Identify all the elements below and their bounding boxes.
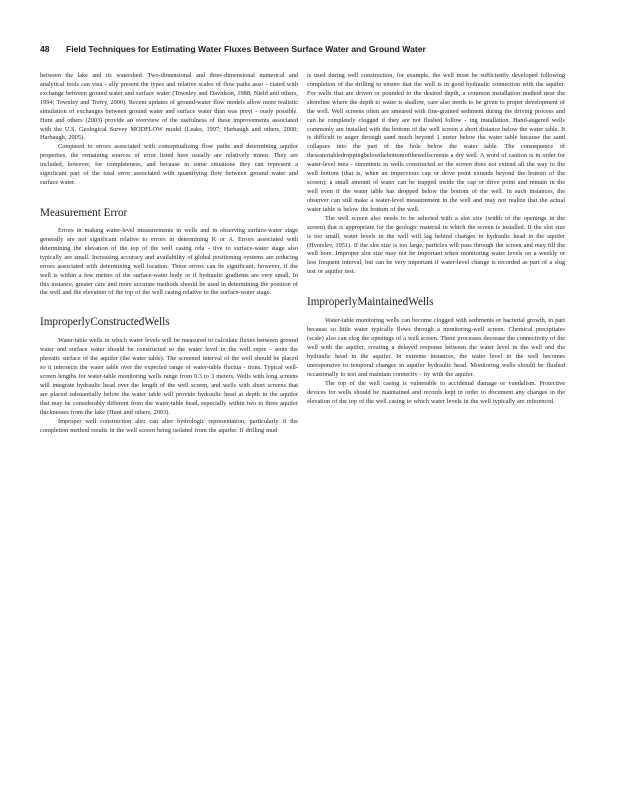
measurement-error-paragraph: Errors in making water-level measurements in wells and in observing surface-water stage generally are not significant relative to errors in determining K or A. Errors associated with determining the elevation of the top of the well casing rela - tive to surface-water stage also typically are small. Increasing accuracy and availability of global positioning systems are reducing errors associated with determining well location. These errors can be significant, however, if the well is within a few meters of the surface-water body or if hydraulic gradients are very small. In this instance, greater care and more accurate methods should be used in determining the position of the well and the elevation of the top of the well casing relative to the surface-water stage. — [40, 226, 298, 297]
left-column — [40, 72, 298, 436]
right-column — [307, 72, 565, 406]
maintained-wells-paragraph-2: The top of the well casing is vulnerable to accidental damage or vandalism. Protective devices for wells should be maintained and records kept in order to document any changes in the elevation of the top of the well casing to which water levels in the well typically are referenced. — [307, 379, 565, 405]
maintained-wells-paragraph-1: Water-table monitoring wells can become clogged with sediments or bacterial growth, in part because so little water typically flows through a monitoring-well screen. Chemical precipitates (scale) also can clog the openings of a well screen. These processes decrease the connectivity of the well with the aquifer, creating a delayed response between the water level in the well and the hydraulic head in the aquifer. In extreme instances, the water level in the well becomes unresponsive to temporal changes in aquifer hydraulic head. Monitoring wells should be flushed occasionally to test and maintain connectiv - ity with the aquifer. — [307, 317, 565, 378]
page-number: 48 — [40, 44, 50, 54]
right-paragraph-2: The well screen also needs to be selected with a slot size (width of the openings in the screen) that is appropriate for the geologic material in which the screen is installed. If the slot size is too small, water levels in the well will lag behind changes in hydraulic head in the aquifer (Hvorslev, 1951). If the slot size is too large, particles will pass through the screen and may fill the well bore. Improper slot size may not be important when monitoring water levels on a weekly or less frequent interval, but can be very important if water-level change is recorded as part of a slug test or aquifer test. — [307, 214, 565, 276]
constructed-wells-paragraph-2: Improper well construction also can alter hydrologic representation, particularly if the completion method results in the well screen being isolated from the aquifer. If drilling mud — [40, 417, 298, 434]
improperly-constructed-wells-heading: ImproperlyConstructedWells — [40, 316, 170, 329]
left-paragraph-2: Compared to errors associated with conceptualizing flow paths and determining aquifer properties, the remaining sources of error listed here usually are relatively minor. They are included, however, for completeness, and because in some situations they can represent a significant part of the total error associated with quantifying flow between ground water and surface water. — [40, 143, 298, 187]
constructed-wells-paragraph-1: Water-table wells in which water levels will be measured to calculate fluxes between ground water and surface water should be constructed so the water level in the well repre - sents the phreatic surface of the aquifer (the water table). The screened interval of the well should be placed so it intersects the water table over the expected range of water-table fluctua - tions. Typical well-screen lengths for water-table monitoring wells range from 0.3 to 3 meters. Wells with long screens will integrate hydraulic head over the length of the well screen, and wells with short screens that are placed substantially below the water table will provide hydraulic head at depth in the aquifer that may be considerably different from the water-table head, especially within two to three aquifer thicknesses from the lake (Hunt and others, 2003). — [40, 337, 298, 416]
right-paragraph-1: is used during well construction, for example, the well must be sufficiently developed following completion of the drilling to ensure that the well is in good hydraulic connection with the aquifer. For wells that are driven or pounded to the desired depth, a common installation method near the shoreline where the depth to water is shallow, care also needs to be given to proper development of the well. Well screens often are smeared with fine-grained sediment during the driving process and can be completely clogged if they are not flushed follow - ing installation. Hand-augered wells commonly are installed with the bottom of the well screen a short distance below the water table. It is difficult to auger through sand much beyond 1 meter below the water table because the sand collapses into the part of the hole below the water table. The consequence of thewatertabledroppingbelowthebottomofthewellscreenis a dry well. A word of caution is in order for water-level mea - surements in wells constructed so the screen does not extend all the way to the well bottom (that is, when an impervious cap or drive point extends beyond the bottom of the screen); a small amount of water can be trapped inside the cap or drive point and remain in the well even if the water table has dropped below the bottom of the well. In such instances, the observer can still make a water-level measurement in the well and may not realize that the actual water table is below the bottom of the well. — [307, 72, 565, 213]
running-title: Field Techniques for Estimating Water Fluxes Between Surface Water and Ground Water — [65, 44, 426, 54]
improperly-maintained-wells-heading: ImproperlyMaintainedWells — [307, 296, 434, 309]
left-paragraph-1: between the lake and its watershed. Two-dimensional and three-dimensional numerical and analytical tools can visu - ally present the types and relative scales of flow paths asso - ciated with exchange between ground water and surface water (Townley and Davidson, 1988; Nield and others, 1994; Townley and Trefry, 2000). Recent updates of ground-water flow models allow more realistic simulation of exchanges between ground water and surface water than was previ - ously possible. Hunt and others (2003) provide an overview of the usefulness of these improvements associated with the U.S. Geological Survey MODFLOW model (Leake, 1997; Harbaugh and others, 2000; Harbaugh, 2005). — [40, 72, 298, 142]
page-header — [40, 44, 580, 54]
measurement-error-heading: Measurement Error — [40, 206, 128, 219]
